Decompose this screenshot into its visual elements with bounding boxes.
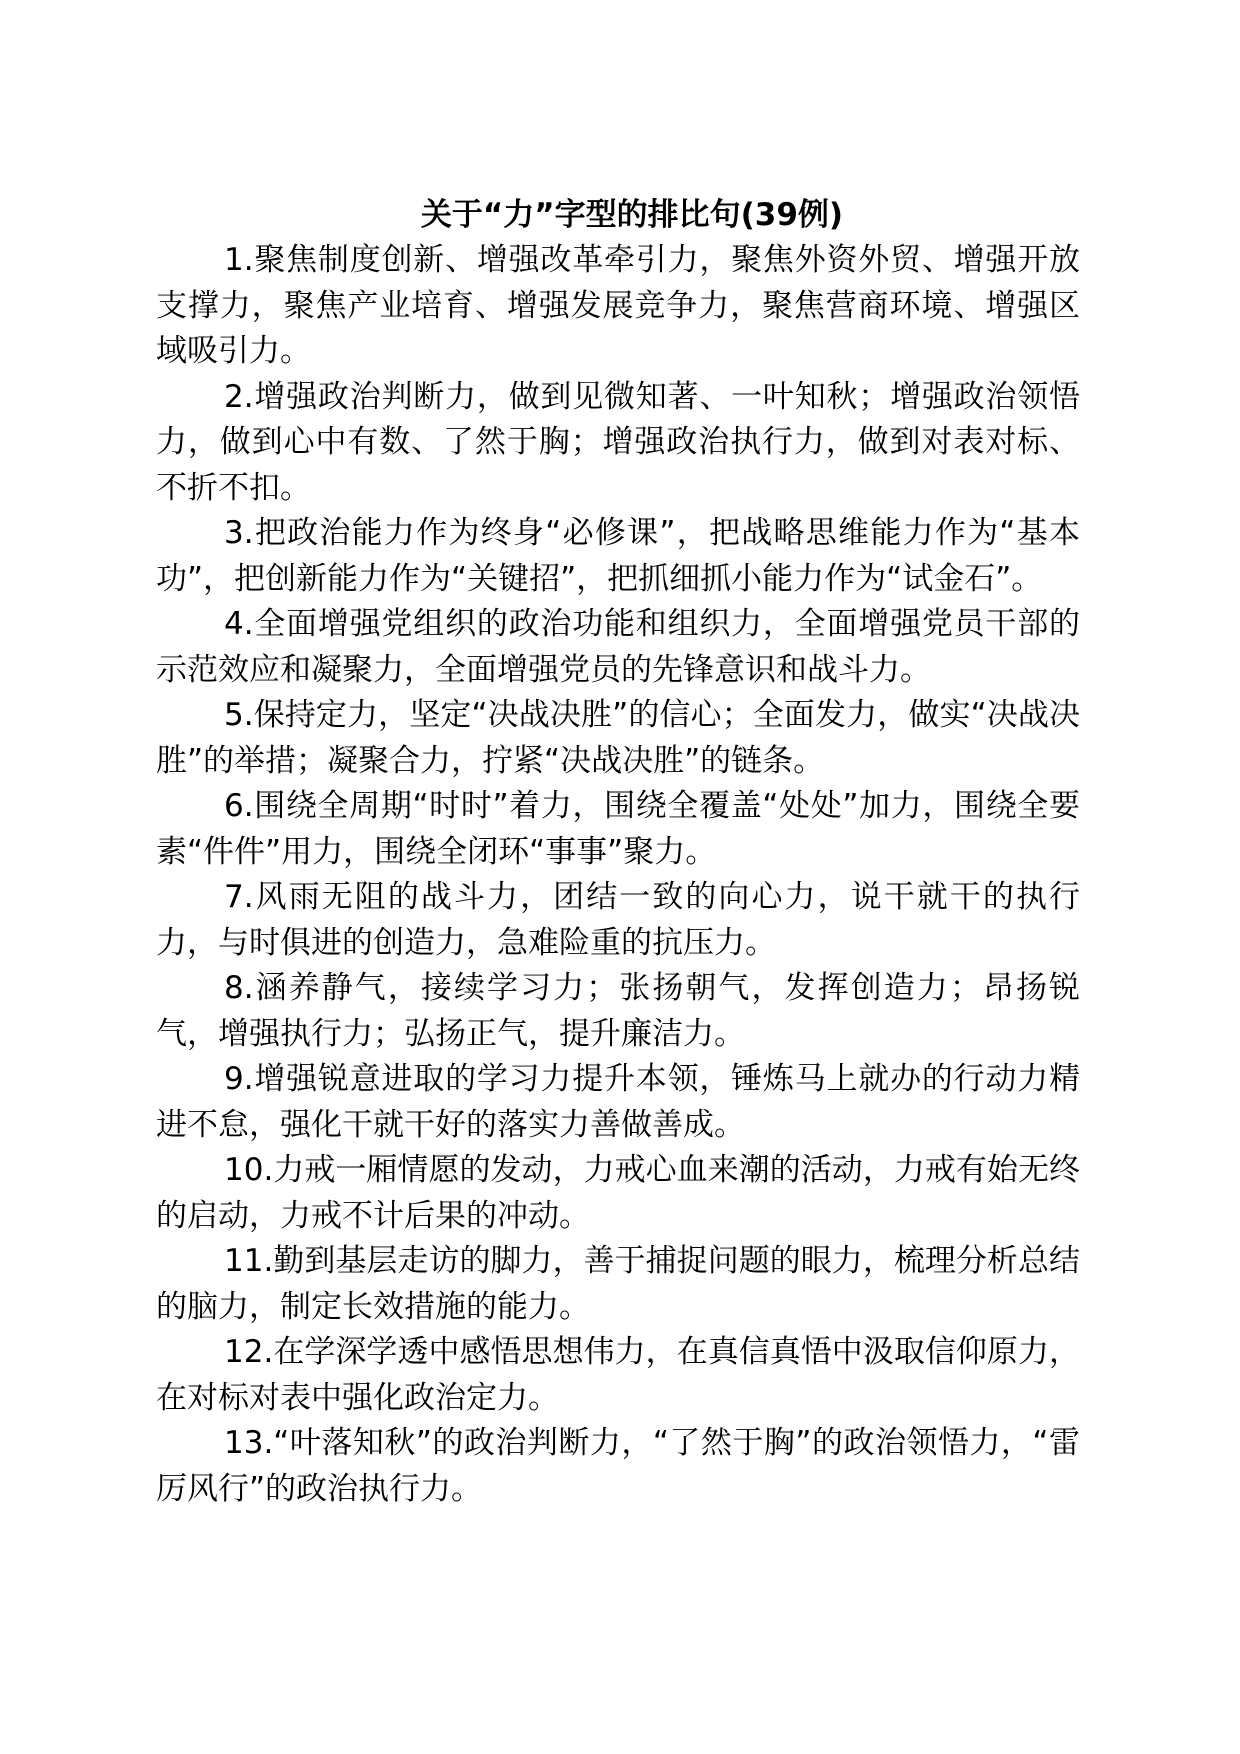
paragraph-3: 3.把政治能力作为终身“必修课”，把战略思维能力作为“基本功”，把创新能力作为“关键招”，把抓细抓小能力作为“试金石”。: [156, 515, 1080, 597]
paragraph-4: 4.全面增强党组织的政治功能和组织力，全面增强党员干部的示范效应和凝聚力，全面增强党员的先锋意识和战斗力。: [156, 606, 1080, 688]
paragraph-13: 13.“叶落知秋”的政治判断力，“了然于胸”的政治领悟力，“雷厉风行”的政治执行力。: [156, 1425, 1080, 1507]
document-title: 关于“力”字型的排比句(39例): [420, 197, 844, 233]
paragraph-2: 2.增强政治判断力，做到见微知著、一叶知秋；增强政治领悟力，做到心中有数、了然于胸；增强政治执行力，做到对表对标、不折不扣。: [156, 378, 1080, 506]
paragraph-9: 9.增强锐意进取的学习力提升本领，锤炼马上就办的行动力精进不怠，强化干就干好的落实力善做善成。: [156, 1061, 1080, 1143]
paragraph-6: 6.围绕全周期“时时”着力，围绕全覆盖“处处”加力，围绕全要素“件件”用力，围绕全闭环“事事”聚力。: [156, 788, 1080, 870]
paragraph-12: 12.在学深学透中感悟思想伟力，在真信真悟中汲取信仰原力，在对标对表中强化政治定力。: [156, 1334, 1080, 1416]
paragraph-10: 10.力戒一厢情愿的发动，力戒心血来潮的活动，力戒有始无终的启动，力戒不计后果的冲动。: [156, 1152, 1080, 1234]
paragraph-8: 8.涵养静气，接续学习力；张扬朝气，发挥创造力；昂扬锐气，增强执行力；弘扬正气，提升廉洁力。: [156, 970, 1080, 1052]
paragraph-5: 5.保持定力，坚定“决战决胜”的信心；全面发力，做实“决战决胜”的举措；凝聚合力，拧紧“决战决胜”的链条。: [156, 697, 1080, 779]
paragraph-11: 11.勤到基层走访的脚力，善于捕捉问题的眼力，梳理分析总结的脑力，制定长效措施的能力。: [156, 1243, 1080, 1325]
document-page: [156, 195, 1080, 1512]
paragraph-7: 7.风雨无阻的战斗力，团结一致的向心力，说干就干的执行力，与时俱进的创造力，急难险重的抗压力。: [156, 879, 1080, 961]
paragraph-1: 1.聚焦制度创新、增强改革牵引力，聚焦外资外贸、增强开放支撑力，聚焦产业培育、增强发展竞争力，聚焦营商环境、增强区域吸引力。: [156, 242, 1080, 369]
